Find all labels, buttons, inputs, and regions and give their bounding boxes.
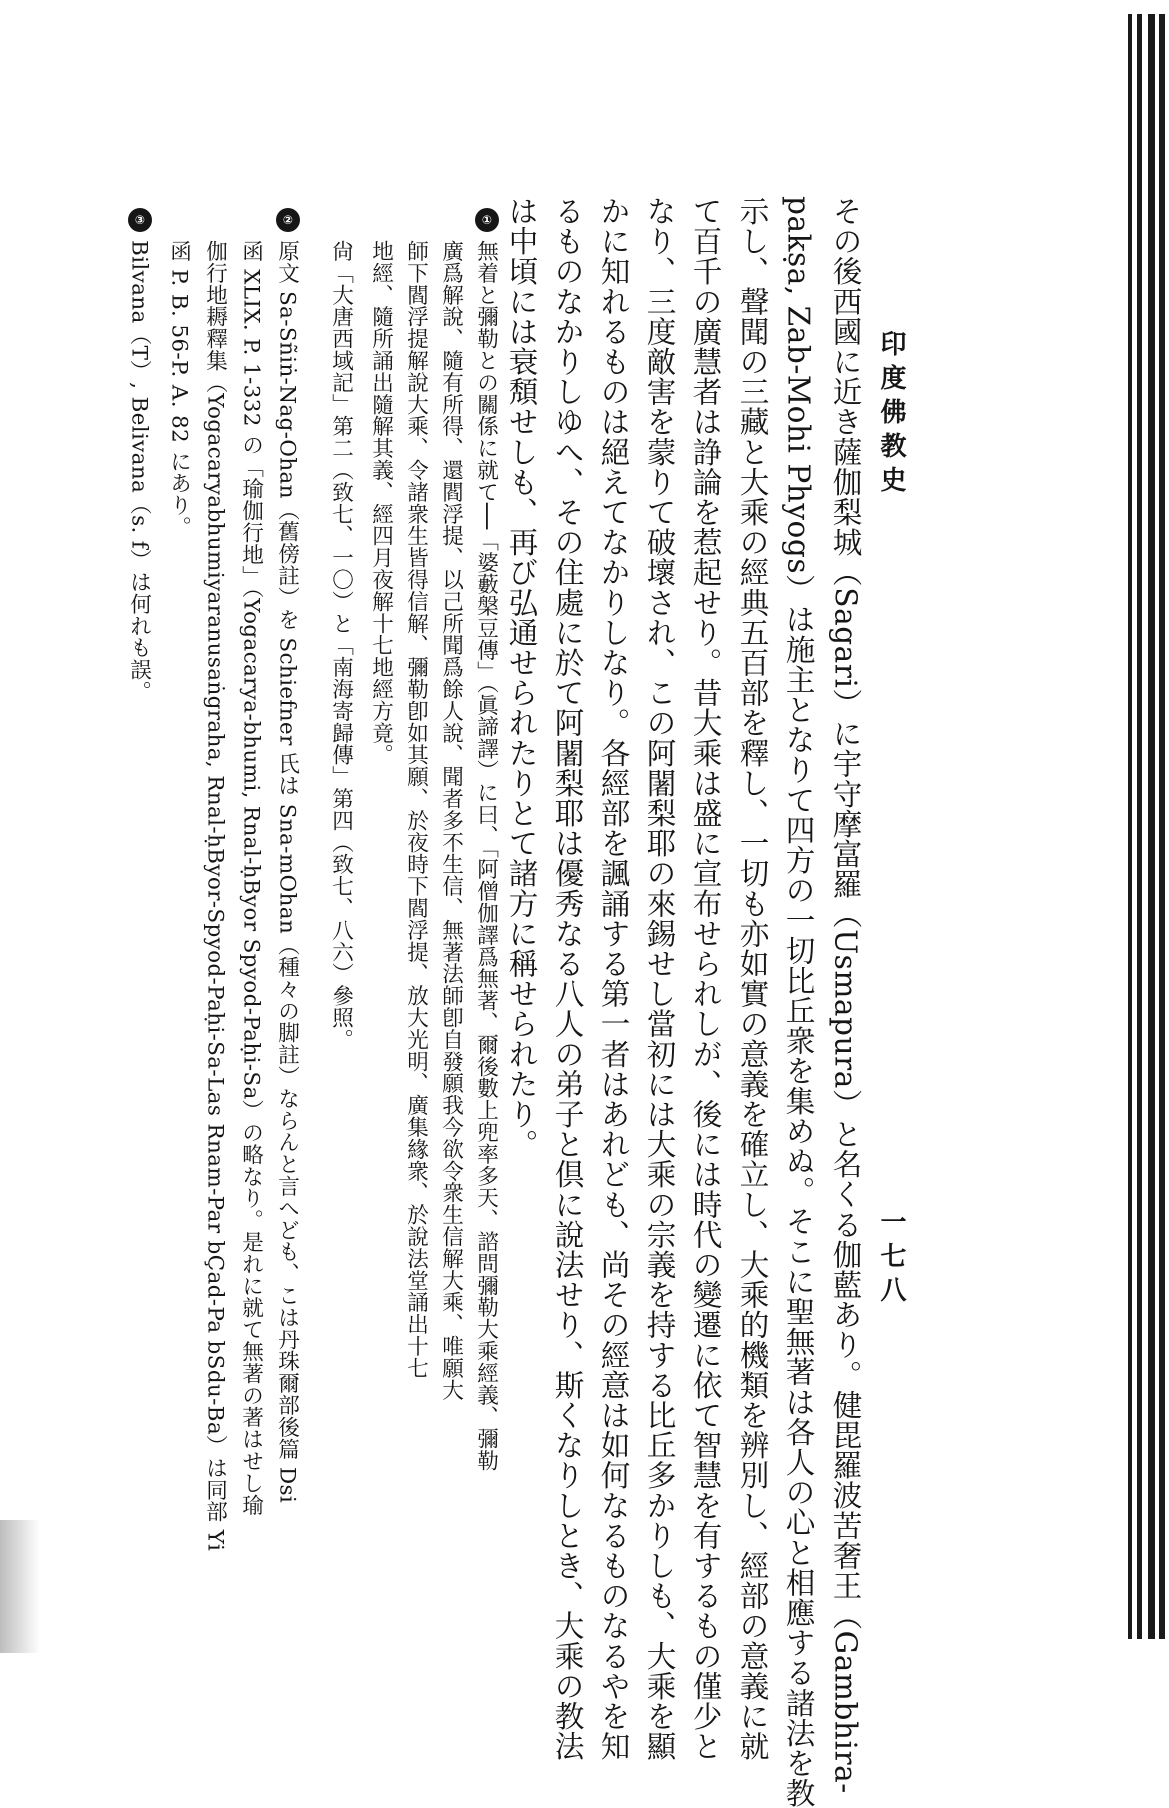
- body-line: て百千の廣慧者は諍論を惹起せり。昔大乘は盛に宣布せられしが、後には時代の變遷に依て智慧を有するもの僅少と: [688, 196, 723, 1762]
- footnote-line: 無着と彌勒との關係に就て──「婆藪槃豆傳」（眞諦譯）に曰、「阿僧伽譯爲無著、爾後數上兜率多天、諮問彌勒大乘經義、彌勒: [473, 240, 499, 1472]
- binding-edge: [1137, 14, 1142, 1639]
- body-line: その後西國に近き薩伽梨城（Sagari）に宇守摩富羅（Usmapura）と名くる伽藍あり。健毘羅波苦奢王（Gambhira-: [828, 196, 863, 1794]
- binding-edge: [1128, 14, 1132, 1639]
- footnote-line: Bilvana（T）, Belivana（s. f）は何れも誤。: [126, 240, 152, 703]
- scan-shadow: [0, 1520, 40, 1653]
- page-number: 一七八: [876, 1208, 906, 1310]
- binding-edge: [1159, 14, 1165, 1639]
- footnote-marker: ③: [128, 208, 152, 232]
- body-line: なり、三度敵害を蒙りて破壞され、この阿闍梨耶の來錫せし當初には大乘の宗義を持する比丘多かりしも、大乘を顯: [642, 196, 677, 1762]
- body-line: pakṣa, Zab-Mohi Phyogs）は施主となりて四方の一切比丘衆を集めぬ。そこに聖無著は各人の心と相應する諸法を教: [781, 196, 816, 1808]
- body-line: るものなかりしゆへ、その住處に於て阿闍梨耶は優秀なる八人の弟子と倶に說法せり、斯くなりしとき、大乘の教法: [550, 196, 585, 1762]
- body-line: かに知れるものは絕えてなかりしなり。各經部を諷誦する第一者はあれども、尚その經意は如何なるものなるやを知: [596, 196, 631, 1762]
- footnote-line: 函 XLIX. P. 1-332 の「瑜伽行地」（Yogacarya-bhumi, Rnal-ḥByor Spyod-Paḥi-Sa）の略なり。是れに就て無著の著はせし瑜: [238, 240, 264, 1516]
- running-title: 印度佛教史: [876, 330, 906, 500]
- footnote-line: 伽行地耨釋集（Yogacaryabhumiyaranusaṅgraha, Rnal-ḥByor-Spyod-Paḥi-Sa-Las Rnam-Par bÇad-Pa bSdu-Ba）は同部 Yi: [202, 240, 228, 1552]
- binding-edge: [1148, 14, 1155, 1639]
- footnote-line: 師下閻浮提解說大乘、令諸衆生皆得信解、彌勒卽如其願、於夜時下閻浮提、放大光明、廣集緣衆、於說法堂誦出十七: [403, 240, 429, 1379]
- body-line: 示し、聲聞の三藏と大乘の經典五百部を釋し、一切も亦如實の意義を確立し、大乘的機類を辨別し、經部の意義に就: [735, 196, 770, 1762]
- body-line: は中頃には衰頽せしも、再び弘通せられたりとて諸方に稱せられたり。: [504, 196, 539, 1160]
- footnote-line: 原文 Sa-Sñiṅ-Nag-Ohan（舊傍註）を Schiefner 氏は Sna-mOhan（種々の脚註）ならんと言へども、こは丹珠爾部後篇 Dsi: [274, 240, 300, 1504]
- footnote-line: 廣爲解說、隨有所得、還閻浮提、以己所聞爲餘人說、聞者多不生信、無著法師卽自發願我今欲令衆生信解大乘、唯願大: [438, 240, 464, 1401]
- footnote-line: 尙「大唐西域記」第二（致七、一〇）と「南海寄歸傳」第四（致七、八六）參照。: [328, 240, 354, 1051]
- footnote-line: 地經、隨所誦出隨解其義、經四月夜解十七地經方竟。: [368, 240, 394, 766]
- footnote-line: 函 P. B. 56-P. A. 82 にあり。: [166, 240, 192, 538]
- footnote-marker: ①: [475, 208, 499, 232]
- footnote-marker: ②: [276, 208, 300, 232]
